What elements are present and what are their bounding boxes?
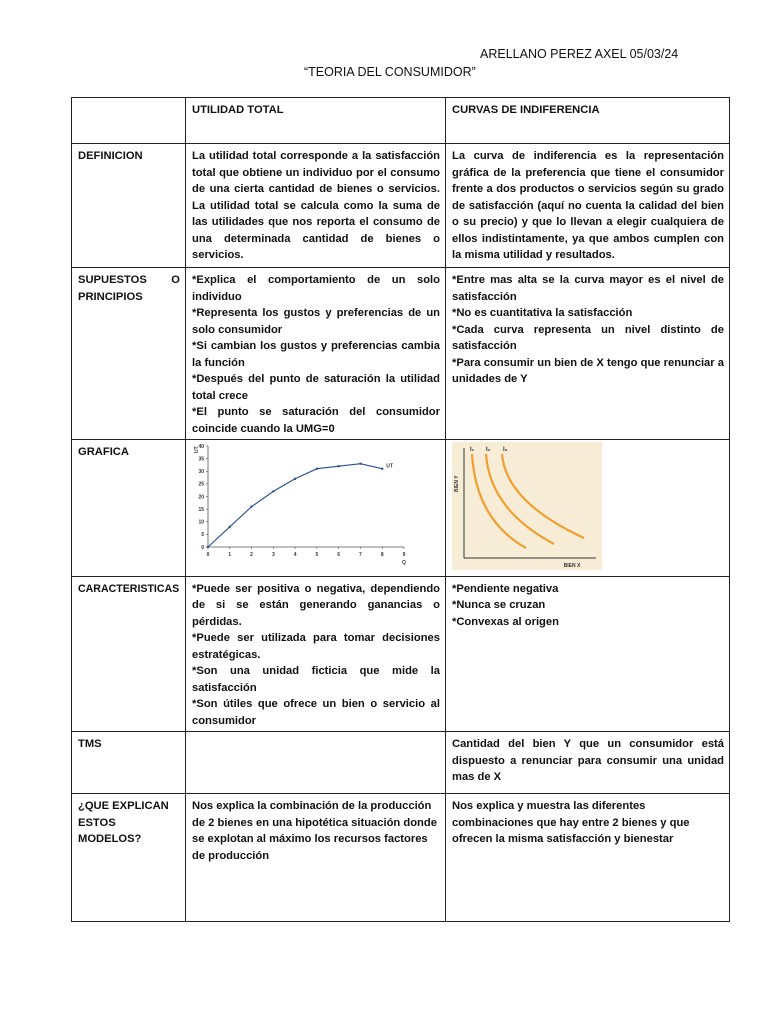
row-label-definicion: DEFINICION <box>72 144 186 268</box>
explican-utilidad-total: Nos explica la combinación de la producción de 2 bienes en una hipotética situación donde se explotan al máximo los recursos factores de producción <box>186 794 446 922</box>
x-tick-label: 1 <box>228 552 232 558</box>
header-curvas-indiferencia: CURVAS DE INDIFERENCIA <box>446 98 730 144</box>
ut-data-point <box>381 468 383 470</box>
caracteristicas-utilidad-total <box>186 576 446 732</box>
table-row-supuestos <box>72 268 730 440</box>
tms-utilidad-total <box>186 732 446 794</box>
caracteristicas-curvas <box>446 576 730 732</box>
list-item: *Puede ser positiva o negativa, dependiendo de si se están generando ganancias o pérdidas. <box>192 582 440 628</box>
ut-data-point <box>229 526 231 528</box>
row-label-caracteristicas: CARACTERISTICAS <box>72 576 186 732</box>
definicion-utilidad-total: La utilidad total corresponde a la satisfacción total que obtiene un individuo por el consumo de una cierta cantidad de bienes o servicios. La utilidad total se calcula como la suma de las utilidades que nos reporta el consumo de una determinada cantidad de bienes o servicios. <box>186 144 446 268</box>
x-axis-label: Q <box>402 560 406 566</box>
supuestos-curvas <box>446 268 730 440</box>
header-empty-cell <box>72 98 186 144</box>
y-axis-label: BIEN Y <box>454 475 460 492</box>
y-tick-label: 15 <box>198 506 204 513</box>
y-tick-label: 0 <box>201 544 204 551</box>
ut-data-point <box>294 478 296 480</box>
list-item: *El punto se saturación del consumidor coincide cuando la UMG=0 <box>192 406 440 435</box>
list-item: *Entre mas alta se la curva mayor es el nivel de satisfacción <box>452 274 724 303</box>
list-item: *Cada curva representa un nivel distinto de satisfacción <box>452 323 724 352</box>
ut-data-point <box>359 462 361 464</box>
x-tick-label: 2 <box>250 552 253 558</box>
x-axis-label: BIEN X <box>563 563 581 569</box>
ut-data-point <box>250 505 252 507</box>
tms-curvas: Cantidad del bien Y que un consumidor está dispuesto a renunciar para consumir una unidad mas de X <box>446 732 730 794</box>
author-date: ARELLANO PEREZ AXEL 05/03/24 <box>480 47 679 61</box>
row-label-supuestos <box>72 268 186 440</box>
x-tick-label: 0 <box>206 552 210 558</box>
x-tick-label: 9 <box>402 552 406 558</box>
y-tick-label: 20 <box>198 494 204 501</box>
row-label-explican: ¿QUE EXPLICAN ESTOS MODELOS? <box>72 794 186 922</box>
x-tick-label: 5 <box>315 552 319 558</box>
list-item: *Si cambian los gustos y preferencias cambia la función <box>192 340 440 369</box>
supuestos-label-word: SUPUESTOS <box>78 274 147 286</box>
list-item: *Explica el comportamiento de un solo individuo <box>192 274 440 303</box>
list-item: *Son útiles que ofrece un bien o servicio al consumidor <box>192 698 440 727</box>
indifference-curves-chart <box>446 440 729 570</box>
chart-background <box>452 442 602 570</box>
definicion-curvas: La curva de indiferencia es la representación gráfica de la preferencia que tiene el consumidor frente a dos productos o servicios según su grado de satisfacción (aquí no cuenta la calidad del bien o su precio) y que lo llevan a elegir cualquiera de ellos indistintamente, ya que ambos cumplen con la misma utilidad y resultados. <box>446 144 730 268</box>
document-title: “TEORIA DEL CONSUMIDOR” <box>304 65 476 79</box>
table-row-tms <box>72 732 730 794</box>
row-label-tms: TMS <box>72 732 186 794</box>
y-tick-label: 30 <box>198 469 204 476</box>
table-row-caracteristicas <box>72 576 730 732</box>
table-row-definicion <box>72 144 730 268</box>
curve-label-3: I₃ <box>503 447 508 453</box>
ut-series-line <box>208 464 382 547</box>
y-tick-label: 10 <box>198 519 204 526</box>
y-axis-label: UT <box>194 446 200 453</box>
ut-data-point <box>316 468 318 470</box>
x-tick-label: 7 <box>359 552 362 558</box>
table-row-explican <box>72 794 730 922</box>
header-utilidad-total: UTILIDAD TOTAL <box>186 98 446 144</box>
list-item: *Para consumir un bien de X tengo que renunciar a unidades de Y <box>452 356 724 385</box>
explican-curvas: Nos explica y muestra las diferentes combinaciones que hay entre 2 bienes y que ofrecen la misma satisfacción y bienestar <box>446 794 730 922</box>
utility-total-chart <box>186 440 434 570</box>
supuestos-label-o: O <box>171 274 180 286</box>
x-tick-label: 8 <box>380 552 384 558</box>
y-tick-label: 25 <box>198 481 204 488</box>
table-header-row <box>72 98 730 144</box>
ut-data-point <box>207 546 209 548</box>
comparison-table <box>71 97 730 922</box>
list-item: *Después del punto de saturación la utilidad total crece <box>192 373 440 402</box>
y-tick-label: 40 <box>198 443 204 450</box>
series-label-ut: UT <box>386 463 393 470</box>
grafica-utilidad-total-cell <box>186 440 446 577</box>
curve-label-2: I₂ <box>486 447 491 453</box>
list-item: *Nunca se cruzan <box>452 599 546 611</box>
list-item: *Puede ser utilizada para tomar decisiones estratégicas. <box>192 632 440 661</box>
ut-data-point <box>272 490 274 492</box>
x-tick-label: 3 <box>271 552 275 558</box>
list-item: *Representa los gustos y preferencias de un solo consumidor <box>192 307 440 336</box>
table-row-grafica <box>72 440 730 577</box>
grafica-curvas-cell <box>446 440 730 577</box>
supuestos-utilidad-total <box>186 268 446 440</box>
list-item: *No es cuantitativa la satisfacción <box>452 307 633 319</box>
list-item: *Convexas al origen <box>452 615 559 628</box>
ut-data-point <box>337 465 339 467</box>
x-tick-label: 6 <box>337 552 341 558</box>
x-tick-label: 4 <box>293 552 297 558</box>
supuestos-label-principios: PRINCIPIOS <box>78 290 143 303</box>
y-tick-label: 35 <box>198 456 204 463</box>
row-label-grafica: GRAFICA <box>72 440 186 577</box>
list-item: *Pendiente negativa <box>452 582 559 595</box>
curve-label-1: I₁ <box>470 447 475 453</box>
list-item: *Son una unidad ficticia que mide la satisfacción <box>192 665 440 694</box>
y-tick-label: 5 <box>201 532 204 539</box>
